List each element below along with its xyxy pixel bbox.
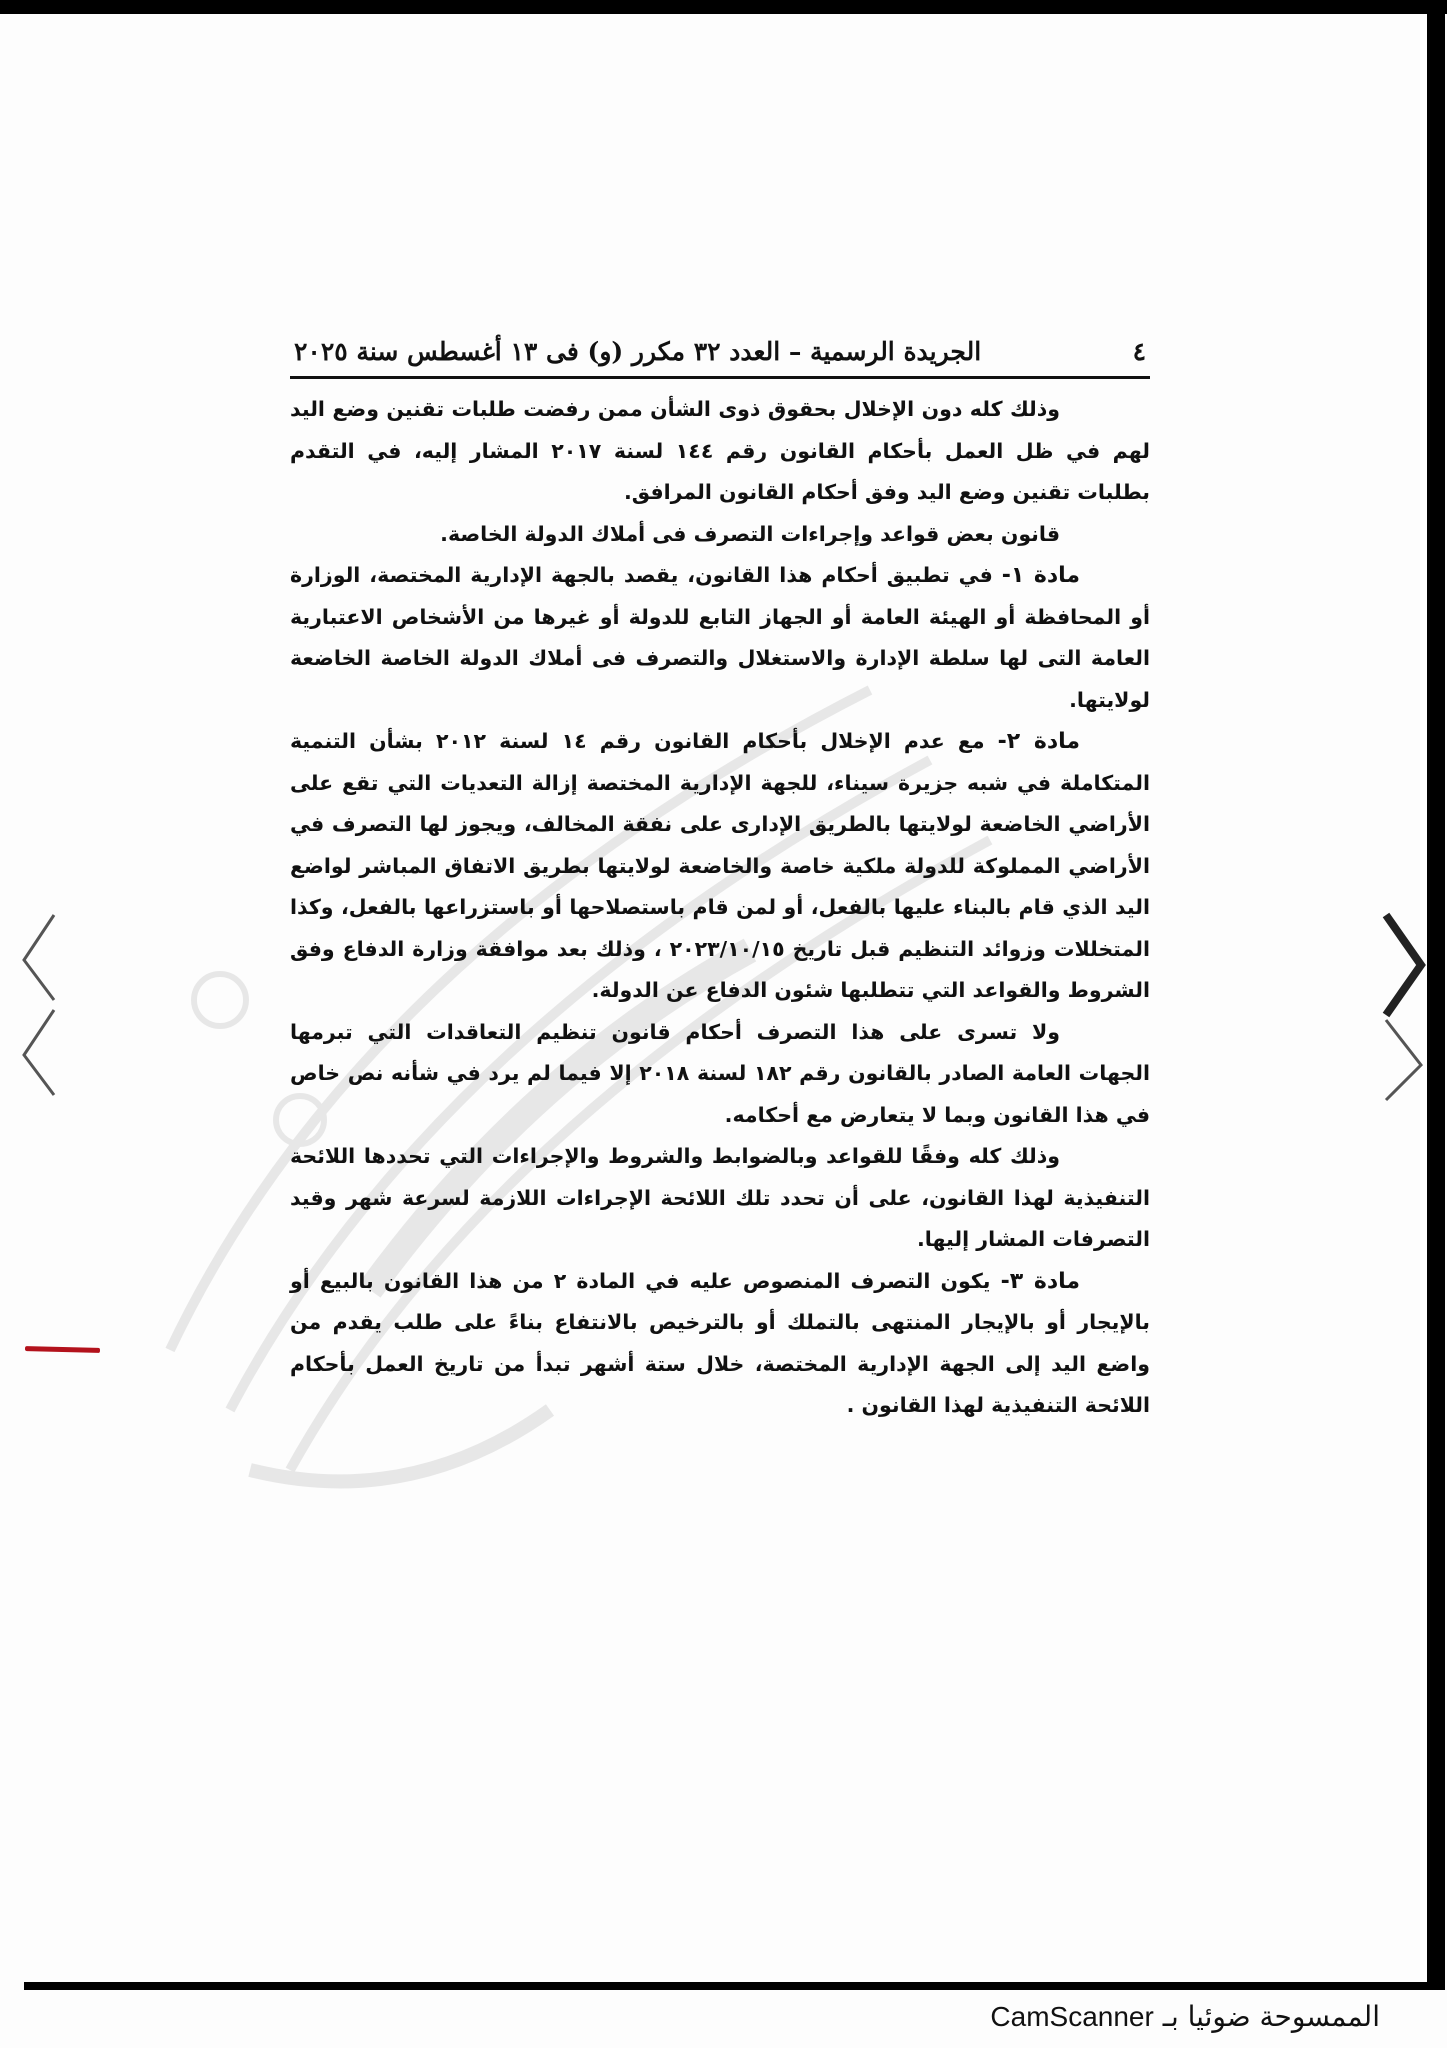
scanner-brand: CamScanner <box>990 2001 1154 2032</box>
scan-border-bottom <box>24 1982 1429 1990</box>
article-1-text: في تطبيق أحكام هذا القانون، يقصد بالجهة الإدارية المختصة، الوزارة أو المحافظة أو الهيئة العامة أو الجهاز التابع للدولة أو غيرها من الأشخاص الاعتبارية العامة التى لها سلطة الإدارة والاستغلال والتصرف فى أملاك الدولة الخاصة الخاضعة لولايتها. <box>290 563 1150 712</box>
paragraph-regulations: وذلك كله وفقًا للقواعد وبالضوابط والشروط والإجراءات التي تحددها اللائحة التنفيذية لهذا القانون، على أن تحدد تلك اللائحة الإجراءات اللازمة لسرعة شهر وقيد التصرفات المشار إليها. <box>290 1144 1150 1251</box>
article-2-label: مادة ٢- <box>997 729 1080 754</box>
article-3-text: يكون التصرف المنصوص عليه في المادة ٢ من هذا القانون بالبيع أو بالإيجار أو بالإيجار المنتهى بالتملك أو بالترخيص بالانتفاع بناءً على طلب يقدم من واضع اليد إلى الجهة الإدارية المختصة، خلال ستة أشهر تبدأ من تاريخ العمل بأحكام اللائحة التنفيذية لهذا القانون . <box>290 1268 1150 1417</box>
law-title: قانون بعض قواعد وإجراءات التصرف فى أملاك الدولة الخاصة. <box>440 521 1060 546</box>
page-number: ٤ <box>1132 337 1146 366</box>
gazette-page <box>290 326 1150 1427</box>
paragraph-intro: وذلك كله دون الإخلال بحقوق ذوى الشأن ممن رفضت طلبات تقنين وضع اليد لهم في ظل العمل بأحكام القانون رقم ١٤٤ لسنة ٢٠١٧ المشار إليه، في التقدم بطلبات تقنين وضع اليد وفق أحكام القانون المرافق. <box>290 397 1150 504</box>
article-1 <box>290 555 1150 721</box>
previous-page-arrow-icon[interactable] <box>14 905 74 1105</box>
article-1-label: مادة ١- <box>1001 563 1080 588</box>
paragraph-contracts: ولا تسرى على هذا التصرف أحكام قانون تنظيم التعاقدات التي تبرمها الجهات العامة الصادر بالقانون رقم ١٨٢ لسنة ٢٠١٨ إلا فيما لم يرد في شأنه نص خاص في هذا القانون وبما لا يتعارض مع أحكامه. <box>290 1019 1150 1127</box>
camscanner-footer <box>0 2000 1380 2033</box>
article-3-label: مادة ٣- <box>1000 1268 1080 1294</box>
gazette-title: الجريدة الرسمية – العدد ٣٢ مكرر (و) فى ١٣ أغسطس سنة ٢٠٢٥ <box>294 337 982 366</box>
article-2-text: مع عدم الإخلال بأحكام القانون رقم ١٤ لسنة ٢٠١٢ بشأن التنمية المتكاملة في شبه جزيرة سيناء، للجهة الإدارية المختصة إزالة التعديات التي تقع على الأراضي الخاضعة لولايتها بالطريق الإدارى على نفقة المخالف، ويجوز لها التصرف في الأراضي المملوكة للدولة ملكية خاصة والخاضعة لولايتها بطريق الاتفاق المباشر لواضع اليد الذي قام بالبناء عليها بالفعل، أو لمن قام باستصلاحها أو باستزراعها بالفعل، وكذا المتخللات وزوائد التنظيم قبل تاريخ ٢٠٢٣/١٠/١٥ ، وذلك بعد موافقة وزارة الدفاع وفق الشروط والقواعد التي تتطلبها شئون الدفاع عن الدولة. <box>290 729 1150 1002</box>
next-page-arrow-icon[interactable] <box>1376 905 1436 1105</box>
red-pen-mark <box>25 1346 100 1353</box>
document-body <box>290 389 1150 1427</box>
article-2 <box>290 721 1150 1012</box>
scan-border-top <box>0 0 1447 14</box>
article-3 <box>290 1261 1150 1427</box>
running-header <box>290 326 1150 379</box>
scanner-prefix: الممسوحة ضوئيا بـ <box>1162 2000 1380 2033</box>
